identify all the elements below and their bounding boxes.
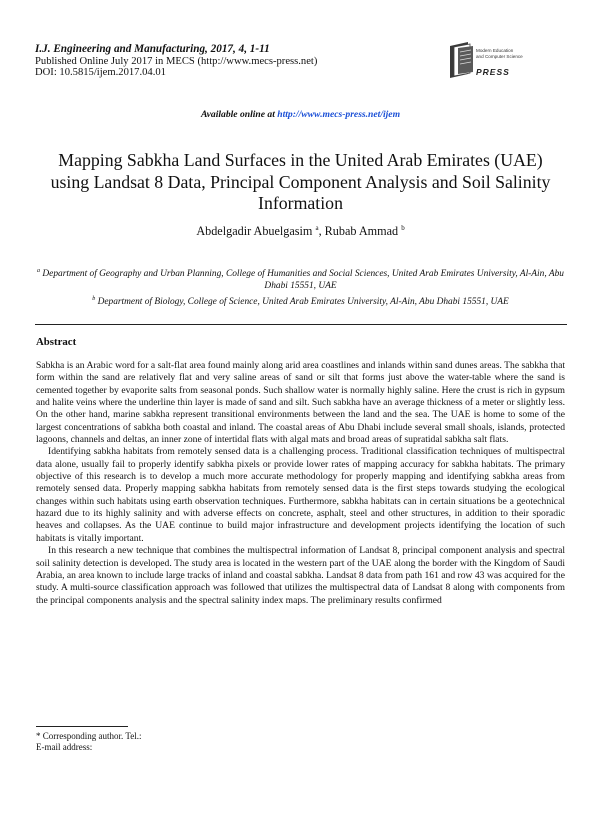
abstract-body [36,360,565,607]
journal-header [35,44,317,79]
abstract-paragraph: Identifying sabkha habitats from remotely sensed data is a challenging process. Traditional classification techniques of multispectral data alone, usually fail to properly identify sabkha pixels or provide lower rates of mapping accuracy for sabkha habitats. The primary objective of this research is to develop a much more accurate methodology for properly mapping and identifying sabkha areas from remotely sensed data. Properly mapping sabkha habitats from remotely sensed data is the first steps towards studying the ecological changes within such habitats using earth observation techniques. Furthermore, sabkha habitats can in certain situations be a geotechnical hazard due to its highly salinity and with adverse effects on concrete, asphalt, steel and other structures, in addition to their sporadic heaves and collapses. As the UAE continue to build major infrastructure and development projects identifying the location of such habitats is vitally important. [36,446,565,544]
abstract-paragraph: Sabkha is an Arabic word for a salt-flat area found mainly along arid area coastlines and inlands within sand dunes areas. The sabkha that form within the sand are relatively flat and very saline areas of sand or silt that forms just above the water-table where the sand is cemented together by evaporite salts from seasonal ponds. Such shallow water is normally highly saline. Here the crust is rich in gypsum and halite veins where the underline thin layer is made of sand and silt. Such sabkha have an average thickness of a meter or slightly less. On the other hand, marine sabkha represent transitional environments between the land and the sea. The UAE is home to some of the largest concentrations of sabkha both coastal and inland. The coastal areas of Abu Dhabi include several small shoals, islands, protected lagoons, channels and deltas, an inner zone of intertidal flats with algal mats and broad areas of supratidal sabkha salt flats. [36,360,565,446]
affiliation-mark: b [401,224,405,232]
affiliation-mark: a [37,268,41,274]
author-list [0,224,601,239]
abstract-paragraph: In this research a new technique that combines the multispectral information of Landsat 8, principal component analysis and spectral soil salinity detection is developed. The study area is located in the western part of the UAE along the border with the Kingdom of Saudi Arabia, an area known to include large tracks of inland and coastal sabkha. Landsat 8 data from path 161 and row 43 was acquired for the study. A multi-source classification approach was followed that utilizes the multispectral data of Landsat 8 along with components from the principal components analysis and the spectral salinity index maps. The preliminary results confirmed [36,545,565,606]
affiliation-a: $^a$ Department of Geography and Urban Planning, College of Humanities and Social Sciences, United Arab Emirates University, Al-Ain, Abu Dhabi 15551, UAE [37,268,564,292]
author-separator: , [318,224,325,239]
abstract-heading: Abstract [36,336,77,348]
corresponding-author: * Corresponding author. Tel.: [36,731,142,741]
availability-line [0,109,601,120]
paper-title: Mapping Sabkha Land Surfaces in the United Arab Emirates (UAE) using Landsat 8 Data, Principal Component Analysis and Soil Salinity Information [50,150,551,213]
journal-citation: I.J. Engineering and Manufacturing, 2017, 4, 1-11 [35,43,270,55]
publisher-logo-text: Modern Education and Computer Science [476,48,523,59]
footnote [36,731,141,752]
doi-line: DOI: 10.5815/ijem.2017.04.01 [35,67,166,78]
affiliation-mark: b [92,295,96,302]
footnote-divider [36,726,128,727]
availability-prefix: Available online at [200,109,278,120]
affiliations [30,265,571,308]
author-name: Abdelgadir Abuelgasim [196,224,316,239]
affiliation-b: $^b$ Department of Biology, College of Science, United Arab Emirates University, Al-Ain, Abu Dhabi 15551, UAE [92,295,509,307]
journal-link[interactable]: http://www.mecs-press.net/ijem [277,109,401,120]
section-divider [35,324,567,325]
author-name: Rubab Ammad [324,224,402,239]
email-address: E-mail address: [36,741,93,752]
publisher-press-label: PRESS [476,67,510,77]
publication-line: Published Online July 2017 in MECS (http://www.mecs-press.net) [35,55,318,67]
affiliation-mark: a [315,224,319,232]
